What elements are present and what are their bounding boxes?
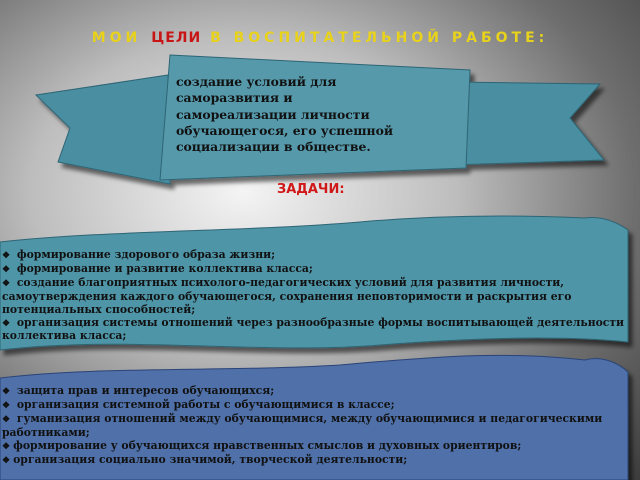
title-part-1: МОИ: [91, 30, 142, 46]
diamond-bullet-icon: ❖: [2, 387, 11, 397]
diamond-bullet-icon: ❖: [2, 264, 11, 275]
banner-right-tail: [452, 82, 604, 165]
diamond-bullet-icon: ❖: [2, 455, 11, 466]
task-text: организация системы отношений через разнообразные формы воспитывающей деятельности коллектива класса;: [2, 315, 625, 343]
title-part-2: ЦЕЛИ: [151, 30, 202, 46]
tasks-list-1: [2, 249, 632, 343]
diamond-bullet-icon: ❖: [2, 251, 11, 261]
task-text: формирование здорового образа жизни;: [13, 248, 276, 261]
task-text: защита прав и интересов обучающихся;: [13, 384, 275, 397]
task-item: [2, 263, 632, 277]
task-item: [2, 385, 632, 399]
task-text: организация системной работы с обучающимися в классе;: [13, 397, 395, 411]
task-item: [2, 440, 632, 454]
diamond-bullet-icon: ❖: [2, 400, 11, 411]
tasks-list-2: [2, 385, 632, 467]
task-item: [2, 399, 632, 413]
banner-left-tail: [36, 75, 170, 184]
task-item: [2, 454, 632, 468]
diamond-bullet-icon: ❖: [2, 414, 11, 425]
goal-text: создание условий для саморазвития и самореализации личности обучающегося, его успешной социализации в обществе.: [176, 74, 394, 155]
diamond-bullet-icon: ❖: [2, 441, 11, 452]
task-text: организация социально значимой, творческой деятельности;: [13, 452, 408, 466]
task-text: формирование у обучающихся нравственных смыслов и духовных ориентиров;: [13, 438, 522, 452]
task-text: создание благоприятных психолого-педагогических условий для развития личности, самоутверждения каждого обучающегося, сохранения неповторимости и раскрытия его потенциальных способностей;: [2, 275, 572, 316]
title-part-3: В ВОСПИТАТЕЛЬНОЙ РАБОТЕ:: [210, 30, 549, 46]
task-item: [2, 317, 632, 344]
task-text: гуманизация отношений между обучающимися, между обучающимися и педагогическими работниками;: [2, 411, 603, 439]
task-text: формирование и развитие коллектива класса;: [13, 261, 313, 275]
task-item: [2, 249, 632, 263]
tasks-heading: ЗАДАЧИ:: [277, 182, 345, 197]
task-item: [2, 277, 632, 317]
diamond-bullet-icon: ❖: [2, 318, 11, 329]
task-item: [2, 413, 632, 440]
diamond-bullet-icon: ❖: [2, 278, 11, 289]
